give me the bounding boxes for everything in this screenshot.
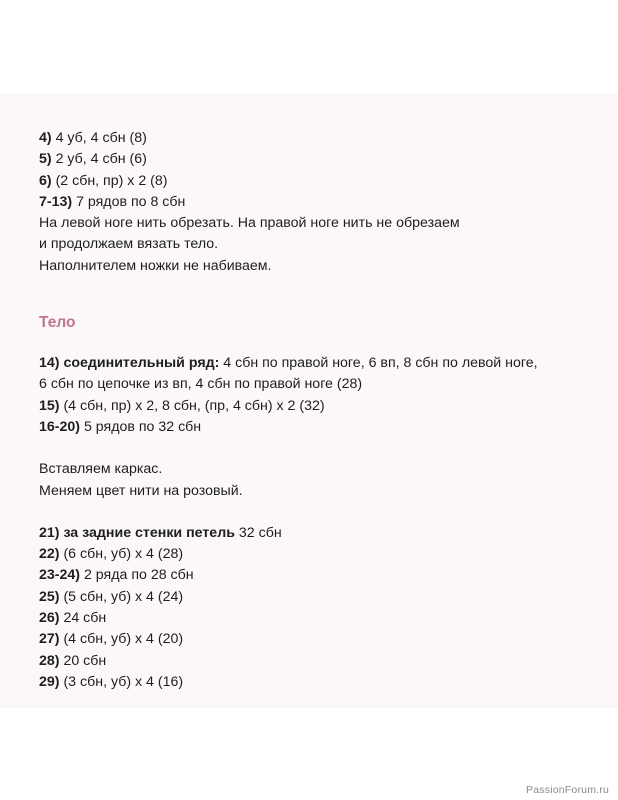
note-line: Наполнителем ножки не набиваем. bbox=[39, 257, 272, 274]
row-22: 22) (6 сбн, уб) х 4 (28) bbox=[39, 546, 184, 563]
watermark: PassionForum.ru bbox=[526, 784, 609, 796]
row-26: 26) 24 сбн bbox=[39, 610, 107, 627]
row-14-continued: 6 сбн по цепочке из вп, 4 сбн по правой ноге (28) bbox=[39, 376, 363, 393]
row-21: 21) за задние стенки петель 32 сбн bbox=[39, 524, 282, 541]
row-27: 27) (4 сбн, уб) х 4 (20) bbox=[39, 631, 184, 648]
note-line: На левой ноге нить обрезать. На правой ноге нить не обрезаем bbox=[39, 215, 460, 232]
row-7-13: 7-13) 7 рядов по 8 сбн bbox=[39, 193, 186, 210]
row-15: 15) (4 сбн, пр) х 2, 8 сбн, (пр, 4 сбн) х 2 (32) bbox=[39, 397, 325, 414]
row-14: 14) соединительный ряд: 4 сбн по правой ноге, 6 вп, 8 сбн по левой ноге, bbox=[39, 355, 538, 372]
row-5: 5) 2 уб, 4 сбн (6) bbox=[39, 151, 147, 168]
row-29: 29) (3 сбн, уб) х 4 (16) bbox=[39, 673, 184, 690]
row-25: 25) (5 сбн, уб) х 4 (24) bbox=[39, 588, 184, 605]
pattern-content bbox=[39, 128, 599, 693]
row-4: 4) 4 уб, 4 сбн (8) bbox=[39, 130, 147, 146]
row-28: 28) 20 сбн bbox=[39, 652, 107, 669]
note-line: и продолжаем вязать тело. bbox=[39, 236, 219, 253]
note-line: Меняем цвет нити на розовый. bbox=[39, 482, 243, 499]
note-line: Вставляем каркас. bbox=[39, 461, 163, 478]
row-6: 6) (2 сбн, пр) х 2 (8) bbox=[39, 172, 168, 189]
section-heading-body: Тело bbox=[39, 314, 76, 332]
row-23-24: 23-24) 2 ряда по 28 сбн bbox=[39, 567, 194, 584]
row-16-20: 16-20) 5 рядов по 32 сбн bbox=[39, 418, 202, 435]
